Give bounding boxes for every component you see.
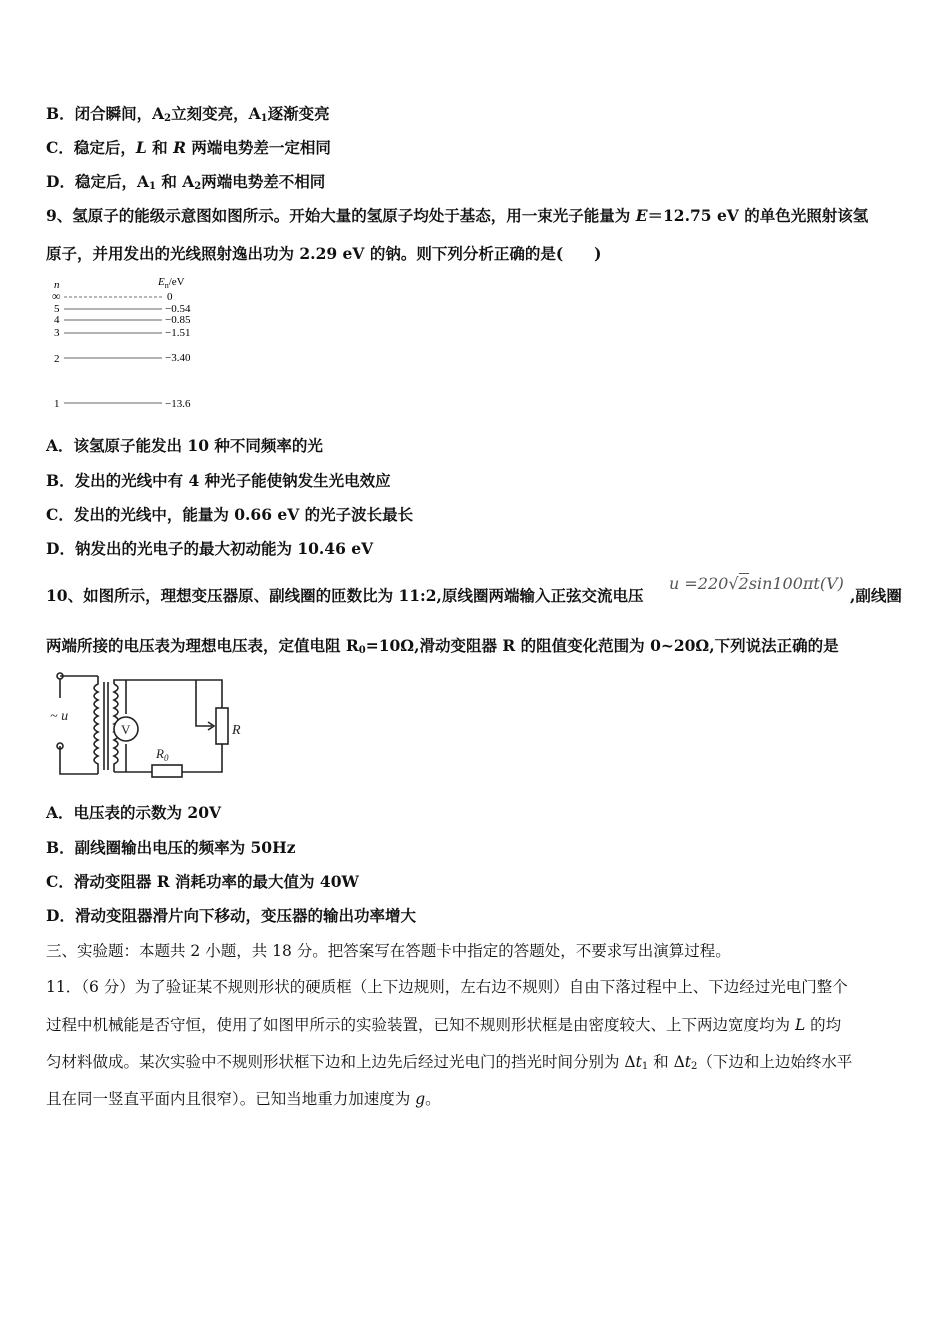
r0-label: $R_0$ xyxy=(156,746,169,763)
q10-option-b: B．副线圈输出电压的频率为 50Hz xyxy=(46,838,296,857)
svg-text:3: 3 xyxy=(54,327,60,339)
q9-option-a: A．该氢原子能发出 10 种不同频率的光 xyxy=(46,436,323,455)
q8-option-d: D．稳定后，$A_1$ 和 $A_2$两端电势差不相同 xyxy=(46,172,326,192)
transformer-circuit xyxy=(46,668,256,783)
q10-stem-line1: 10、如图所示，理想变压器原、副线圈的匝数比为 11:2,原线圈两端输入正弦交流电压 xyxy=(46,586,644,605)
section-heading: 三、实验题：本题共 2 小题，共 18 分。把答案写在答题卡中指定的答题处，不要求写出演算过程。 xyxy=(46,942,731,960)
q10-option-a: A．电压表的示数为 20V xyxy=(46,803,222,822)
q11-line1: 11．（6 分）为了验证某不规则形状的硬质框（上下边规则，左右边不规则）自由下落过程中上、下边经过光电门整个 xyxy=(46,978,848,996)
q10-stem-line2: 两端所接的电压表为理想电压表，定值电阻 $R_0=10\Omega$,滑动变阻器 R 的阻值变化范围为 0~20Ω,下列说法正确的是 xyxy=(46,636,839,656)
q11-line3: 匀材料做成。某次实验中不规则形状框下边和上边先后经过光电门的挡光时间分别为 $\Delta t_1$ 和 $\Delta t_2$（下边和上边始终水平 xyxy=(46,1053,853,1072)
q8-option-b: B．闭合瞬间，$A_2$立刻变亮，$A_1$逐渐变亮 xyxy=(46,104,330,124)
svg-text:0: 0 xyxy=(167,291,173,303)
q10-option-d: D．滑动变阻器滑片向下移动，变压器的输出功率增大 xyxy=(46,906,416,925)
svg-text:−13.6: −13.6 xyxy=(165,398,191,410)
q9-stem-line1: 9、氢原子的能级示意图如图所示。开始大量的氢原子均处于基态，用一束光子能量为 E＝12.75 eV 的单色光照射该氢 xyxy=(46,206,869,225)
voltage-formula: u =220√2sin100πt(V) xyxy=(669,574,844,593)
level-3 xyxy=(54,327,190,339)
source-label: ~ u xyxy=(50,709,69,724)
voltmeter-label: V xyxy=(121,722,131,737)
svg-text:∞: ∞ xyxy=(52,289,61,303)
svg-text:5: 5 xyxy=(54,303,60,315)
n-axis-label: n xyxy=(54,279,60,291)
svg-text:−0.85: −0.85 xyxy=(165,314,191,326)
level-inf xyxy=(52,289,173,303)
svg-text:1: 1 xyxy=(54,398,60,410)
svg-text:2: 2 xyxy=(54,353,60,365)
svg-text:−0.54: −0.54 xyxy=(165,303,191,315)
q8-option-c: C．稳定后，L 和 R 两端电势差一定相同 xyxy=(46,138,331,157)
level-1 xyxy=(54,398,191,410)
q10-stem-line1-end: ,副线圈 xyxy=(850,586,902,605)
svg-text:−3.40: −3.40 xyxy=(165,352,191,364)
q9-stem-line2: 原子，并用发出的光线照射逸出功为 2.29 eV 的钠。则下列分析正确的是( ) xyxy=(46,244,602,263)
level-2 xyxy=(54,352,191,365)
q10-option-c: C．滑动变阻器 R 消耗功率的最大值为 40W xyxy=(46,872,359,891)
q9-option-c: C．发出的光线中，能量为 0.66 eV 的光子波长最长 xyxy=(46,505,414,524)
q9-option-d: D．钠发出的光电子的最大初动能为 10.46 eV xyxy=(46,539,374,558)
q11-line2: 过程中机械能是否守恒，使用了如图甲所示的实验装置，已知不规则形状框是由密度较大、上下两边宽度均为 L 的均 xyxy=(46,1016,842,1034)
svg-text:4: 4 xyxy=(54,314,60,326)
rheostat-label: R xyxy=(232,723,241,738)
level-4 xyxy=(54,314,191,326)
q9-option-b: B．发出的光线中有 4 种光子能使钠发生光电效应 xyxy=(46,471,391,490)
energy-level-diagram xyxy=(46,272,216,417)
q11-line4: 且在同一竖直平面内且很窄）。已知当地重力加速度为 g。 xyxy=(46,1090,441,1108)
energy-axis-label: $E_n/eV$ xyxy=(158,276,185,290)
svg-text:−1.51: −1.51 xyxy=(165,327,191,339)
